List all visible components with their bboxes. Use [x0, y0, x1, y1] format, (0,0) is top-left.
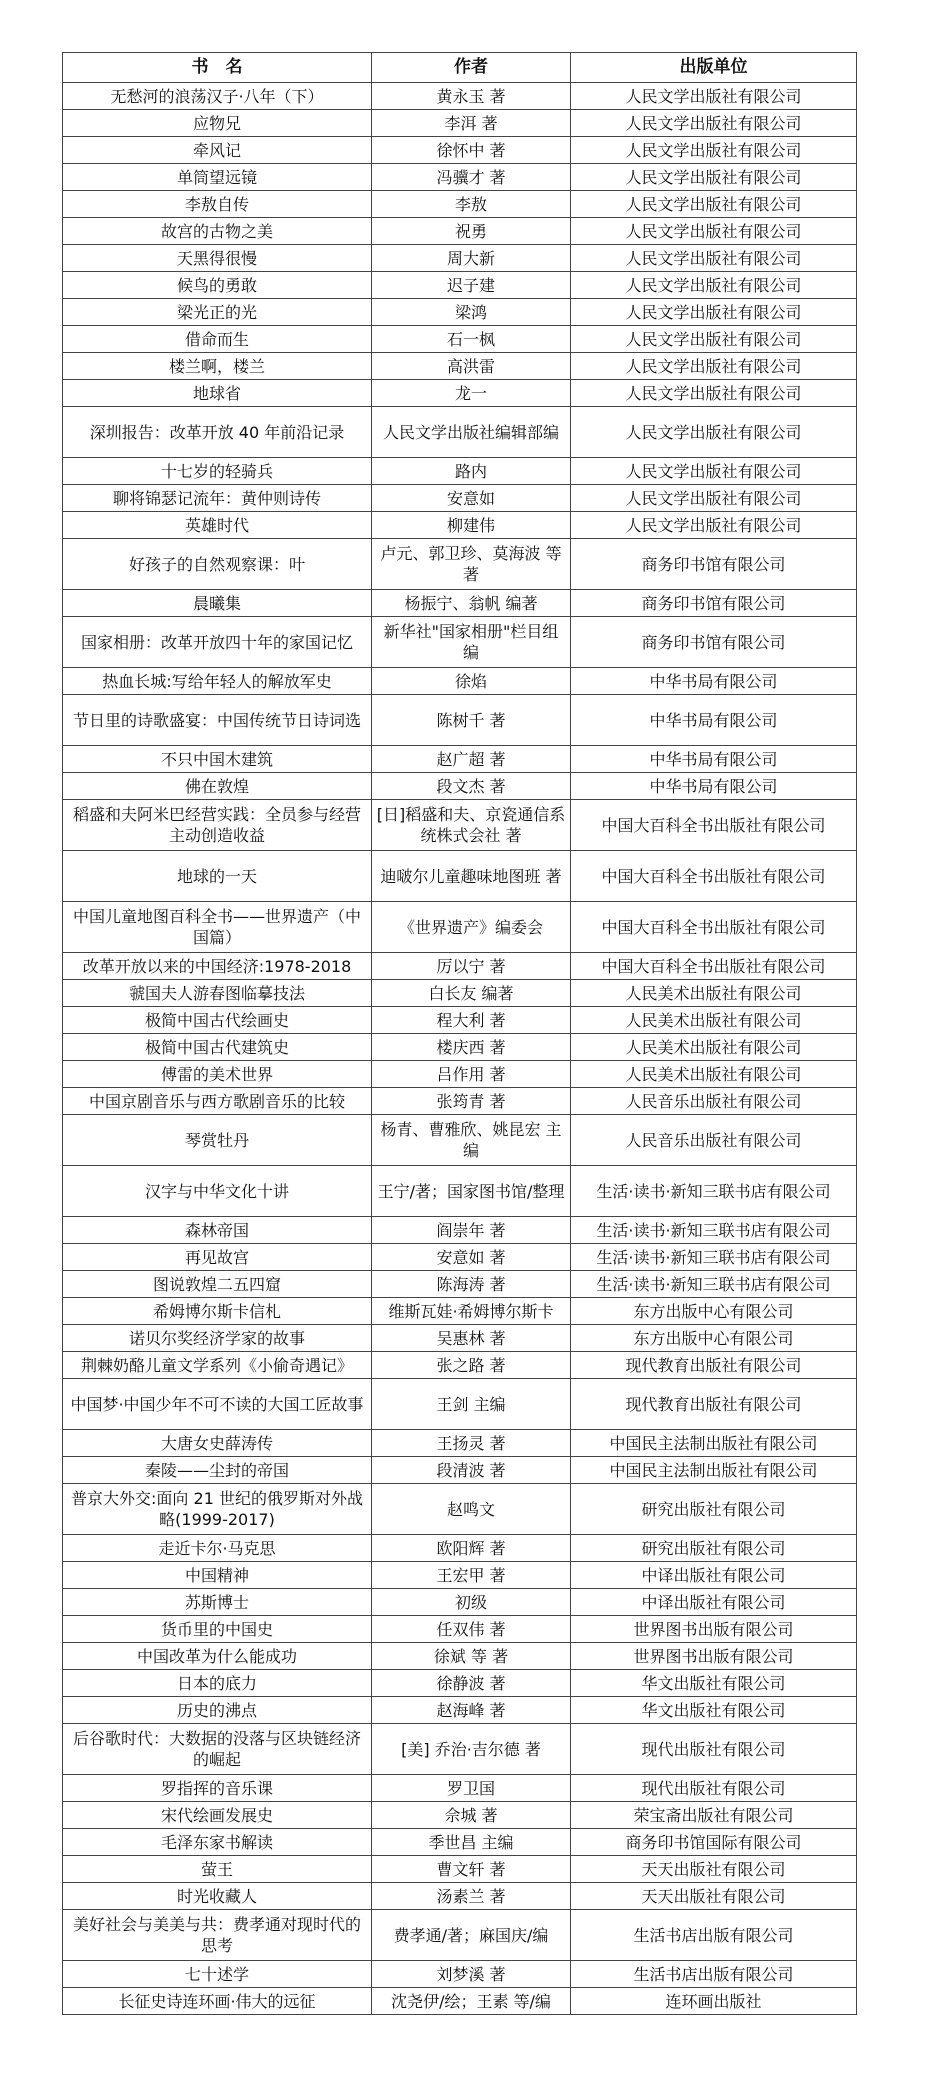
cell-publisher: 中国大百科全书出版社有限公司 — [571, 902, 857, 953]
cell-title: 地球的一天 — [63, 851, 372, 902]
cell-publisher: 东方出版中心有限公司 — [571, 1298, 857, 1325]
cell-title: 琴赏牡丹 — [63, 1115, 372, 1166]
cell-author: 罗卫国 — [372, 1775, 571, 1802]
cell-author: 王剑 主编 — [372, 1379, 571, 1430]
table-row — [63, 83, 857, 110]
cell-title: 美好社会与美美与共：费孝通对现时代的思考 — [63, 1910, 372, 1961]
cell-title: 苏斯博士 — [63, 1589, 372, 1616]
cell-title: 地球省 — [63, 380, 372, 407]
table-row — [63, 245, 857, 272]
cell-title: 候鸟的勇敢 — [63, 272, 372, 299]
cell-author: 徐静波 著 — [372, 1670, 571, 1697]
table-row — [63, 218, 857, 245]
table-row — [63, 1298, 857, 1325]
table-row — [63, 1271, 857, 1298]
cell-publisher: 中国大百科全书出版社有限公司 — [571, 851, 857, 902]
cell-author: 新华社"国家相册"栏目组编 — [372, 617, 571, 668]
cell-title: 中国精神 — [63, 1562, 372, 1589]
cell-title: 改革开放以来的中国经济:1978-2018 — [63, 953, 372, 980]
cell-author: 卢元、郭卫珍、莫海波 等著 — [372, 539, 571, 590]
cell-publisher: 中国大百科全书出版社有限公司 — [571, 953, 857, 980]
table-header — [63, 53, 857, 83]
cell-publisher: 生活·读书·新知三联书店有限公司 — [571, 1166, 857, 1217]
cell-publisher: 人民文学出版社有限公司 — [571, 458, 857, 485]
cell-title: 罗指挥的音乐课 — [63, 1775, 372, 1802]
table-row — [63, 851, 857, 902]
cell-publisher: 中华书局有限公司 — [571, 668, 857, 695]
table-row — [63, 1670, 857, 1697]
table-row — [63, 191, 857, 218]
cell-author: 沈尧伊/绘；王素 等/编 — [372, 1988, 571, 2015]
cell-title: 宋代绘画发展史 — [63, 1802, 372, 1829]
table-row — [63, 1961, 857, 1988]
cell-title: 中国梦·中国少年不可不读的大国工匠故事 — [63, 1379, 372, 1430]
cell-publisher: 现代教育出版社有限公司 — [571, 1379, 857, 1430]
table-row — [63, 539, 857, 590]
table-row — [63, 617, 857, 668]
table-row — [63, 746, 857, 773]
cell-publisher: 世界图书出版有限公司 — [571, 1643, 857, 1670]
cell-publisher: 商务印书馆有限公司 — [571, 539, 857, 590]
cell-title: 傅雷的美术世界 — [63, 1061, 372, 1088]
cell-author: 安意如 著 — [372, 1244, 571, 1271]
cell-title: 借命而生 — [63, 326, 372, 353]
table-row — [63, 1061, 857, 1088]
table-row — [63, 299, 857, 326]
cell-title: 极简中国古代绘画史 — [63, 1007, 372, 1034]
cell-publisher: 世界图书出版有限公司 — [571, 1616, 857, 1643]
cell-author: 曹文轩 著 — [372, 1856, 571, 1883]
cell-title: 长征史诗连环画·伟大的远征 — [63, 1988, 372, 2015]
cell-publisher: 人民文学出版社有限公司 — [571, 83, 857, 110]
cell-title: 极简中国古代建筑史 — [63, 1034, 372, 1061]
cell-title: 萤王 — [63, 1856, 372, 1883]
cell-publisher: 荣宝斋出版社有限公司 — [571, 1802, 857, 1829]
table-row — [63, 1829, 857, 1856]
cell-publisher: 人民文学出版社有限公司 — [571, 407, 857, 458]
cell-publisher: 生活·读书·新知三联书店有限公司 — [571, 1244, 857, 1271]
cell-title: 故宫的古物之美 — [63, 218, 372, 245]
cell-title: 中国京剧音乐与西方歌剧音乐的比较 — [63, 1088, 372, 1115]
table-row — [63, 902, 857, 953]
cell-publisher: 生活书店出版有限公司 — [571, 1961, 857, 1988]
cell-title: 图说敦煌二五四窟 — [63, 1271, 372, 1298]
table-row — [63, 1430, 857, 1457]
table-row — [63, 353, 857, 380]
table-row — [63, 1166, 857, 1217]
cell-publisher: 中华书局有限公司 — [571, 695, 857, 746]
cell-author: 迪啵尔儿童趣味地图班 著 — [372, 851, 571, 902]
cell-title: 牵风记 — [63, 137, 372, 164]
cell-title: 希姆博尔斯卡信札 — [63, 1298, 372, 1325]
cell-title: 森林帝国 — [63, 1217, 372, 1244]
cell-publisher: 天天出版社有限公司 — [571, 1856, 857, 1883]
table-row — [63, 1589, 857, 1616]
cell-title: 历史的沸点 — [63, 1697, 372, 1724]
cell-publisher: 人民美术出版社有限公司 — [571, 1061, 857, 1088]
cell-title: 后谷歌时代：大数据的没落与区块链经济的崛起 — [63, 1724, 372, 1775]
cell-publisher: 人民文学出版社有限公司 — [571, 485, 857, 512]
cell-author: 杨青、曹雅欣、姚昆宏 主编 — [372, 1115, 571, 1166]
table-row — [63, 137, 857, 164]
cell-title: 中国儿童地图百科全书——世界遗产（中国篇） — [63, 902, 372, 953]
cell-publisher: 人民文学出版社有限公司 — [571, 218, 857, 245]
cell-author: 徐斌 等 著 — [372, 1643, 571, 1670]
cell-author: 路内 — [372, 458, 571, 485]
cell-title: 节日里的诗歌盛宴：中国传统节日诗词选 — [63, 695, 372, 746]
cell-title: 单筒望远镜 — [63, 164, 372, 191]
cell-author: 楼庆西 著 — [372, 1034, 571, 1061]
cell-publisher: 人民文学出版社有限公司 — [571, 380, 857, 407]
cell-author: 柳建伟 — [372, 512, 571, 539]
cell-publisher: 人民文学出版社有限公司 — [571, 164, 857, 191]
cell-publisher: 天天出版社有限公司 — [571, 1883, 857, 1910]
cell-publisher: 人民文学出版社有限公司 — [571, 299, 857, 326]
cell-publisher: 人民音乐出版社有限公司 — [571, 1115, 857, 1166]
cell-author: 陈树千 著 — [372, 695, 571, 746]
table-row — [63, 512, 857, 539]
table-row — [63, 1883, 857, 1910]
cell-author: 任双伟 著 — [372, 1616, 571, 1643]
table-row — [63, 1724, 857, 1775]
cell-author: 汤素兰 著 — [372, 1883, 571, 1910]
cell-author: [日]稻盛和夫、京瓷通信系统株式会社 著 — [372, 800, 571, 851]
cell-author: 吕作用 著 — [372, 1061, 571, 1088]
cell-author: 王宏甲 著 — [372, 1562, 571, 1589]
table-row — [63, 1244, 857, 1271]
cell-author: 维斯瓦娃·希姆博尔斯卡 — [372, 1298, 571, 1325]
cell-publisher: 人民文学出版社有限公司 — [571, 272, 857, 299]
cell-publisher: 研究出版社有限公司 — [571, 1535, 857, 1562]
cell-author: 赵鸣文 — [372, 1484, 571, 1535]
cell-author: 张之路 著 — [372, 1352, 571, 1379]
cell-title: 佛在敦煌 — [63, 773, 372, 800]
cell-author: 龙一 — [372, 380, 571, 407]
cell-title: 英雄时代 — [63, 512, 372, 539]
cell-author: 徐怀中 著 — [372, 137, 571, 164]
cell-author: 王扬灵 著 — [372, 1430, 571, 1457]
cell-author: 高洪雷 — [372, 353, 571, 380]
cell-publisher: 人民文学出版社有限公司 — [571, 191, 857, 218]
cell-author: 初级 — [372, 1589, 571, 1616]
table-row — [63, 407, 857, 458]
cell-author: 程大利 著 — [372, 1007, 571, 1034]
cell-title: 深圳报告：改革开放 40 年前沿记录 — [63, 407, 372, 458]
cell-title: 无愁河的浪荡汉子·八年（下） — [63, 83, 372, 110]
table-row — [63, 1457, 857, 1484]
cell-publisher: 商务印书馆有限公司 — [571, 617, 857, 668]
table-row — [63, 1034, 857, 1061]
table-row — [63, 1616, 857, 1643]
table-row — [63, 1775, 857, 1802]
cell-publisher: 华文出版社有限公司 — [571, 1670, 857, 1697]
cell-author: 周大新 — [372, 245, 571, 272]
cell-author: 费孝通/著；麻国庆/编 — [372, 1910, 571, 1961]
cell-title: 荆棘奶酪儿童文学系列《小偷奇遇记》 — [63, 1352, 372, 1379]
cell-title: 李敖自传 — [63, 191, 372, 218]
table-row — [63, 1352, 857, 1379]
table-row — [63, 1562, 857, 1589]
cell-title: 汉字与中华文化十讲 — [63, 1166, 372, 1217]
cell-author: 杨振宁、翁帆 编著 — [372, 590, 571, 617]
cell-publisher: 商务印书馆有限公司 — [571, 590, 857, 617]
cell-author: 佘城 著 — [372, 1802, 571, 1829]
cell-title: 普京大外交:面向 21 世纪的俄罗斯对外战略(1999-2017) — [63, 1484, 372, 1535]
cell-author: 吴惠林 著 — [372, 1325, 571, 1352]
table-row — [63, 1217, 857, 1244]
cell-publisher: 东方出版中心有限公司 — [571, 1325, 857, 1352]
cell-author: 刘梦溪 著 — [372, 1961, 571, 1988]
table-row — [63, 110, 857, 137]
cell-title: 应物兄 — [63, 110, 372, 137]
cell-author: 欧阳辉 著 — [372, 1535, 571, 1562]
cell-author: 李敖 — [372, 191, 571, 218]
header-row — [63, 53, 857, 83]
table-row — [63, 1484, 857, 1535]
table-row — [63, 1007, 857, 1034]
cell-publisher: 人民文学出版社有限公司 — [571, 512, 857, 539]
cell-publisher: 人民文学出版社有限公司 — [571, 110, 857, 137]
cell-publisher: 人民美术出版社有限公司 — [571, 980, 857, 1007]
cell-author: 黄永玉 著 — [372, 83, 571, 110]
cell-publisher: 人民文学出版社有限公司 — [571, 245, 857, 272]
cell-title: 再见故宫 — [63, 1244, 372, 1271]
table-row — [63, 1697, 857, 1724]
table-row — [63, 800, 857, 851]
table-row — [63, 695, 857, 746]
cell-publisher: 中译出版社有限公司 — [571, 1589, 857, 1616]
cell-author: 张筠青 著 — [372, 1088, 571, 1115]
table-row — [63, 1115, 857, 1166]
cell-title: 日本的底力 — [63, 1670, 372, 1697]
table-row — [63, 980, 857, 1007]
cell-title: 中国改革为什么能成功 — [63, 1643, 372, 1670]
cell-publisher: 中译出版社有限公司 — [571, 1562, 857, 1589]
cell-author: 段清波 著 — [372, 1457, 571, 1484]
cell-author: 祝勇 — [372, 218, 571, 245]
cell-publisher: 华文出版社有限公司 — [571, 1697, 857, 1724]
cell-title: 天黑得很慢 — [63, 245, 372, 272]
cell-publisher: 人民文学出版社有限公司 — [571, 137, 857, 164]
book-list-table — [62, 52, 857, 2015]
cell-publisher: 中华书局有限公司 — [571, 746, 857, 773]
cell-publisher: 现代教育出版社有限公司 — [571, 1352, 857, 1379]
cell-author: 陈海涛 著 — [372, 1271, 571, 1298]
cell-author: 《世界遗产》编委会 — [372, 902, 571, 953]
cell-author: 石一枫 — [372, 326, 571, 353]
table-row — [63, 773, 857, 800]
table-row — [63, 1988, 857, 2015]
cell-author: 李洱 著 — [372, 110, 571, 137]
cell-title: 晨曦集 — [63, 590, 372, 617]
cell-title: 诺贝尔奖经济学家的故事 — [63, 1325, 372, 1352]
cell-title: 楼兰啊，楼兰 — [63, 353, 372, 380]
header-title: 书 名 — [63, 53, 372, 83]
cell-title: 梁光正的光 — [63, 299, 372, 326]
cell-publisher: 中华书局有限公司 — [571, 773, 857, 800]
table-row — [63, 326, 857, 353]
cell-title: 国家相册：改革开放四十年的家国记忆 — [63, 617, 372, 668]
cell-title: 热血长城:写给年轻人的解放军史 — [63, 668, 372, 695]
cell-title: 毛泽东家书解读 — [63, 1829, 372, 1856]
cell-author: 季世昌 主编 — [372, 1829, 571, 1856]
cell-author: 厉以宁 著 — [372, 953, 571, 980]
table-row — [63, 1088, 857, 1115]
cell-author: 人民文学出版社编辑部编 — [372, 407, 571, 458]
cell-author: [美] 乔治·吉尔德 著 — [372, 1724, 571, 1775]
table-row — [63, 380, 857, 407]
cell-title: 走近卡尔·马克思 — [63, 1535, 372, 1562]
cell-title: 聊将锦瑟记流年：黄仲则诗传 — [63, 485, 372, 512]
cell-publisher: 中国民主法制出版社有限公司 — [571, 1457, 857, 1484]
cell-author: 迟子建 — [372, 272, 571, 299]
header-author: 作者 — [372, 53, 571, 83]
cell-publisher: 人民文学出版社有限公司 — [571, 353, 857, 380]
cell-publisher: 人民音乐出版社有限公司 — [571, 1088, 857, 1115]
table-row — [63, 272, 857, 299]
cell-author: 白长友 编著 — [372, 980, 571, 1007]
table-row — [63, 590, 857, 617]
table-row — [63, 1325, 857, 1352]
table-row — [63, 1856, 857, 1883]
cell-title: 十七岁的轻骑兵 — [63, 458, 372, 485]
cell-author: 梁鸿 — [372, 299, 571, 326]
header-publisher: 出版单位 — [571, 53, 857, 83]
table-row — [63, 1910, 857, 1961]
cell-author: 赵广超 著 — [372, 746, 571, 773]
cell-publisher: 生活书店出版有限公司 — [571, 1910, 857, 1961]
cell-publisher: 商务印书馆国际有限公司 — [571, 1829, 857, 1856]
table-row — [63, 458, 857, 485]
table-row — [63, 1643, 857, 1670]
table-row — [63, 1802, 857, 1829]
cell-author: 阎崇年 著 — [372, 1217, 571, 1244]
cell-author: 安意如 — [372, 485, 571, 512]
cell-author: 徐焰 — [372, 668, 571, 695]
cell-publisher: 研究出版社有限公司 — [571, 1484, 857, 1535]
cell-publisher: 现代出版社有限公司 — [571, 1724, 857, 1775]
cell-title: 秦陵——尘封的帝国 — [63, 1457, 372, 1484]
cell-title: 稻盛和夫阿米巴经营实践：全员参与经营 主动创造收益 — [63, 800, 372, 851]
cell-publisher: 人民文学出版社有限公司 — [571, 326, 857, 353]
table-row — [63, 1535, 857, 1562]
cell-publisher: 现代出版社有限公司 — [571, 1775, 857, 1802]
cell-publisher: 人民美术出版社有限公司 — [571, 1007, 857, 1034]
cell-author: 王宁/著；国家图书馆/整理 — [372, 1166, 571, 1217]
cell-publisher: 连环画出版社 — [571, 1988, 857, 2015]
cell-publisher: 中国大百科全书出版社有限公司 — [571, 800, 857, 851]
cell-publisher: 生活·读书·新知三联书店有限公司 — [571, 1217, 857, 1244]
cell-publisher: 人民美术出版社有限公司 — [571, 1034, 857, 1061]
cell-title: 虢国夫人游春图临摹技法 — [63, 980, 372, 1007]
cell-author: 冯骥才 著 — [372, 164, 571, 191]
cell-publisher: 生活·读书·新知三联书店有限公司 — [571, 1271, 857, 1298]
cell-title: 货币里的中国史 — [63, 1616, 372, 1643]
cell-title: 好孩子的自然观察课：叶 — [63, 539, 372, 590]
cell-title: 不只中国木建筑 — [63, 746, 372, 773]
cell-title: 七十述学 — [63, 1961, 372, 1988]
table-row — [63, 485, 857, 512]
cell-title: 大唐女史薛涛传 — [63, 1430, 372, 1457]
table-body — [63, 83, 857, 2015]
cell-publisher: 中国民主法制出版社有限公司 — [571, 1430, 857, 1457]
table-row — [63, 1379, 857, 1430]
cell-author: 赵海峰 著 — [372, 1697, 571, 1724]
table-row — [63, 668, 857, 695]
cell-author: 段文杰 著 — [372, 773, 571, 800]
table-row — [63, 953, 857, 980]
cell-title: 时光收藏人 — [63, 1883, 372, 1910]
table-row — [63, 164, 857, 191]
